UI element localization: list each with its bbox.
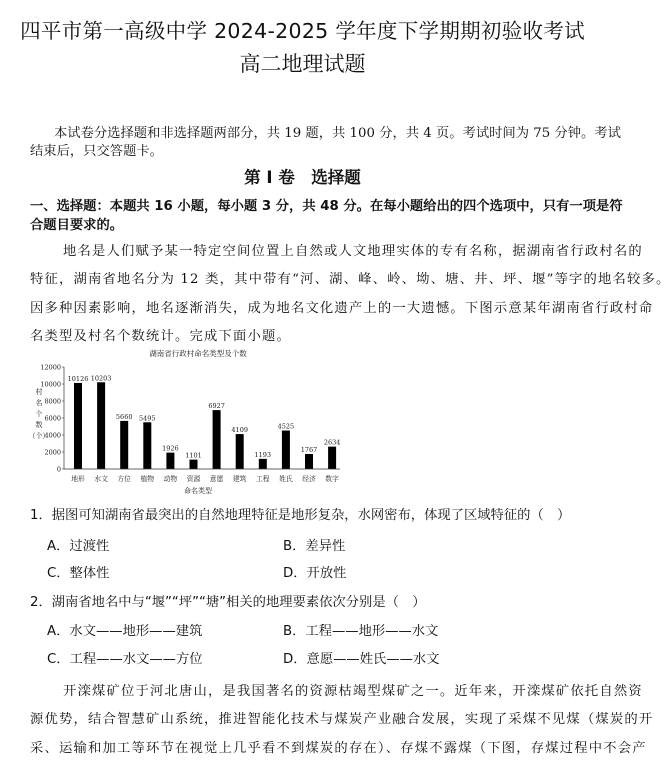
question-2-option-a[interactable]: A．水文——地形——建筑 [47, 624, 203, 639]
passage2-line: 采、运输和加工等环节在视觉上几乎看不到煤炭的存在）、存煤不露煤（下图，存煤过程中不会产 [30, 741, 647, 756]
question-1-option-b[interactable]: B．差异性 [283, 539, 346, 554]
chart-x-tick-label: 地形 [71, 475, 85, 483]
question-2-option-c[interactable]: C．工程——水文——方位 [47, 652, 203, 667]
chart-x-tick-label: 经济 [302, 475, 316, 483]
chart-y-axis [40, 363, 64, 473]
chart-bar-方位 [120, 421, 128, 469]
chart-bar-value-label: 5660 [115, 412, 133, 421]
instructions-line-2: 结束后，只交答题卡。 [30, 144, 163, 159]
passage1-line: 地名是人们赋予某一特定空间位置上自然或人文地理实体的专有名称，据湖南省行政村名的 [63, 244, 643, 259]
question-1-option-c[interactable]: C．整体性 [47, 566, 110, 581]
chart-bar-建筑 [236, 434, 244, 469]
chart-bar-value-label: 5495 [139, 414, 156, 423]
exam-subtitle: 高二地理试题 [239, 52, 366, 76]
question-2-stem: 2．湖南省地名中与“堰”“坪”“塘”相关的地理要素依次分别是（ ） [30, 595, 426, 610]
chart-bar-value-label: 4109 [231, 426, 248, 435]
chart-bar-动物 [166, 453, 174, 469]
chart-x-tick-label: 工程 [256, 475, 270, 483]
chart-bars [68, 374, 341, 469]
chart-x-tick-label: 资源 [186, 475, 201, 483]
chart-y-tick-label: 8000 [44, 397, 61, 406]
chart-x-tick-label: 动物 [163, 475, 178, 483]
chart-bar-意愿 [213, 410, 221, 469]
chart-bar-value-label: 6927 [208, 402, 225, 411]
exam-title: 四平市第一高级中学 2024-2025 学年度下学期期初验收考试 [20, 19, 585, 43]
passage2-line: 源优势，结合智慧矿山系统，推进智能化技术与煤炭产业融合发展，实现了采煤不见煤（煤炭的开 [30, 712, 654, 727]
chart-y-axis-label-char: （个） [28, 432, 50, 440]
chart-y-axis-label-char: 个 [35, 410, 43, 418]
chart-bar-value-label: 1101 [185, 451, 202, 460]
bar-chart [30, 342, 345, 500]
chart-bar-value-label: 1767 [300, 445, 318, 454]
chart-bar-value-label: 4525 [277, 422, 295, 431]
chart-x-tick-label: 数字 [325, 475, 339, 483]
chart-bar-value-label: 1926 [162, 444, 179, 453]
section-intro-line-1: 一、选择题：本题共 16 小题，每小题 3 分，共 48 分。在每小题给出的四个选项中，只有一项是符 [30, 199, 623, 214]
chart-bar-姓氏 [282, 431, 290, 469]
chart-bar-value-label: 10126 [67, 374, 89, 383]
chart-x-tick-label: 建筑 [232, 475, 247, 483]
chart-bar-value-label: 10203 [90, 374, 112, 383]
passage2-line: 开滦煤矿位于河北唐山，是我国著名的资源枯竭型煤矿之一。近年来，开滦煤矿依托自然资 [63, 684, 643, 699]
passage1-line: 因多种因素影响，地名逐渐消失，成为地名文化遗产上的一大遗憾。下图示意某年湖南省行政村命 [30, 301, 654, 316]
chart-bar-value-label: 1193 [254, 450, 272, 459]
chart-bar-工程 [259, 459, 267, 469]
chart-x-tick-label: 意愿 [209, 475, 224, 483]
chart-bar-经济 [305, 454, 313, 469]
chart-y-tick-label: 12000 [40, 363, 61, 372]
question-1-stem: 1．据图可知湖南省最突出的自然地理特征是地形复杂，水网密布，体现了区域特征的（ ） [30, 508, 571, 523]
question-1-option-a[interactable]: A．过渡性 [47, 539, 110, 554]
chart-y-tick-label: 10000 [40, 380, 61, 389]
section-heading: 第 I 卷 选择题 [244, 168, 361, 187]
chart-bar-资源 [190, 460, 198, 469]
chart-y-axis-label-char: 数 [35, 421, 43, 429]
chart-x-tick-label: 植物 [140, 475, 155, 483]
section-intro-line-2: 合题目要求的。 [30, 218, 124, 233]
question-2-option-d[interactable]: D．意愿——姓氏——水文 [283, 652, 440, 667]
passage1-line: 名类型及村名个数统计。完成下面小题。 [30, 329, 291, 344]
chart-x-axis [64, 469, 340, 483]
chart-bar-水文 [97, 382, 105, 469]
passage1-line: 特征，湖南省地名分为 12 类，其中带有“河、湖、峰、岭、坳、塘、井、坪、堰”等字的地名较多。 [30, 272, 671, 287]
chart-bar-植物 [143, 422, 151, 469]
chart-x-axis-label: 命名类型 [184, 487, 212, 495]
instructions-line-1: 本试卷分选择题和非选择题两部分，共 19 题，共 100 分，共 4 页。考试时间为 75 分钟。考试 [54, 126, 621, 141]
chart-y-axis-label-char: 村 [35, 388, 43, 396]
chart-x-tick-label: 水文 [94, 475, 108, 483]
question-2-option-b[interactable]: B．工程——地形——水文 [283, 624, 439, 639]
chart-bar-地形 [74, 383, 82, 469]
chart-y-tick-label: 2000 [44, 448, 61, 457]
chart-y-tick-label: 6000 [44, 414, 61, 423]
chart-y-tick-label: 4000 [44, 431, 61, 440]
chart-bar-value-label: 2634 [323, 438, 341, 447]
question-1-option-d[interactable]: D．开放性 [283, 566, 347, 581]
chart-x-tick-label: 方位 [117, 475, 131, 483]
chart-y-axis-label-char: 名 [35, 399, 43, 407]
chart-x-tick-label: 姓氏 [279, 475, 293, 483]
chart-bar-数字 [328, 447, 336, 469]
chart-y-tick-label: 0 [56, 465, 61, 474]
chart-title: 湖南省行政村命名类型及个数 [149, 349, 247, 358]
